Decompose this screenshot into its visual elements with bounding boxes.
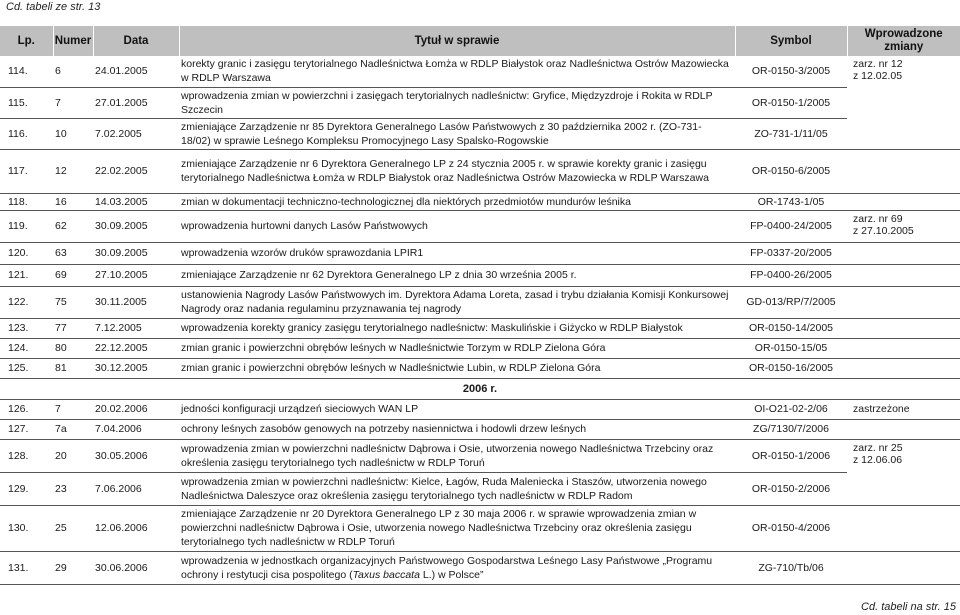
table-row (0, 419, 960, 439)
cell-date: 24.01.2005 (95, 65, 148, 78)
cell-symbol: OR-0150-3/2005 (751, 65, 831, 78)
table-row (0, 56, 960, 87)
cell-lp: 121. (8, 269, 29, 281)
header-tytul: Tytuł w sprawie (179, 26, 735, 56)
cell-number: 69 (55, 269, 67, 281)
cell-number: 10 (55, 127, 67, 140)
cell-title: wprowadzenia wzorów druków sprawozdania LPIR1 (181, 247, 424, 259)
header-data: Data (93, 26, 179, 56)
cell-symbol: OR-0150-6/2005 (751, 165, 831, 177)
cell-changes (847, 338, 960, 358)
table-row (0, 149, 960, 193)
cell-title: zmian granic i powierzchni obrębów leśnych w Nadleśnictwie Lubin, w RDLP Zielona Góra (181, 362, 601, 374)
cell-number: 81 (55, 362, 67, 374)
table-row (0, 505, 960, 551)
cell-lp: 120. (8, 247, 29, 259)
cell-lp: 129. (8, 482, 29, 495)
cell-date: 30.06.2006 (95, 561, 148, 574)
header-numer: Numer (53, 26, 93, 56)
cell-lp: 125. (8, 362, 29, 374)
cell-title (179, 551, 735, 584)
cell-date: 12.06.2006 (95, 522, 148, 534)
cell-title: wprowadzenia korekty granicy zasięgu terytorialnego nadleśnictw: Maskulińskie i Giżycko w RDLP Białystok (181, 322, 683, 334)
cell-symbol: OR-0150-4/2006 (751, 522, 831, 534)
title-text-end: L.) w Polsce” (419, 568, 484, 581)
header-wprowadzone: Wprowadzone zmiany (847, 26, 960, 56)
table-row (0, 318, 960, 338)
cell-date: 27.01.2005 (95, 96, 148, 109)
cell-symbol: OR-0150-2/2006 (751, 482, 831, 495)
cell-date: 22.02.2005 (95, 165, 148, 177)
cell-lp: 122. (8, 296, 29, 308)
cell-lp: 117. (8, 165, 28, 177)
cell-number: 62 (55, 220, 67, 232)
cell-lp: 126. (8, 403, 29, 415)
cell-date: 7.02.2005 (95, 127, 142, 140)
cell-date: 22.12.2005 (95, 342, 148, 354)
cell-date: 30.09.2005 (95, 220, 148, 232)
cell-changes (847, 242, 960, 264)
cell-number: 7 (55, 96, 61, 109)
cell-date: 30.05.2006 (95, 449, 148, 462)
cell-date: 27.10.2005 (95, 269, 148, 281)
cell-symbol: OR-0150-14/2005 (748, 322, 834, 334)
cell-changes (847, 210, 960, 242)
continuation-note-top: Cd. tabeli ze str. 13 (6, 1, 101, 13)
cell-changes (847, 419, 960, 439)
cell-lp: 116. (8, 127, 28, 140)
cell-title: zmieniające Zarządzenie nr 62 Dyrektora Generalnego LP z dnia 30 września 2005 r. (181, 269, 577, 281)
cell-symbol: ZO-731-1/11/05 (754, 127, 828, 140)
cell-symbol: OI-O21-02-2/06 (754, 403, 828, 415)
cell-changes (847, 56, 960, 149)
cell-number: 12 (55, 165, 67, 177)
cell-changes (847, 551, 960, 584)
cell-symbol: OR-0150-15/05 (754, 342, 828, 354)
cell-lp: 118. (8, 195, 28, 208)
cell-title: wprowadzenia hurtowni danych Lasów Państwowych (181, 220, 428, 232)
cell-title: zmieniające Zarządzenie nr 85 Dyrektora Generalnego Lasów Państwowych z 30 października 2002 r. (ZO-731-18/02) w sprawie Leśnego Kompleksu Promocyjnego Lasy Spalsko-Rogowskie (181, 120, 702, 147)
cell-lp: 127. (8, 423, 29, 435)
cell-date: 30.11.2005 (95, 296, 147, 308)
cell-number: 20 (55, 449, 67, 462)
cell-title: zmian granic i powierzchni obrębów leśnych w Nadleśnictwie Torzym w RDLP Zielona Góra (181, 342, 606, 354)
title-latin-name: Taxus baccata (352, 568, 420, 581)
table-row (0, 472, 960, 505)
cell-number: 29 (55, 561, 67, 574)
cell-changes (847, 286, 960, 318)
cell-number: 80 (55, 342, 67, 354)
table-row (0, 87, 960, 118)
cell-number: 6 (55, 65, 61, 78)
cell-number: 16 (55, 195, 67, 208)
cell-symbol: ZG/7130/7/2006 (753, 423, 829, 435)
cell-symbol: GD-013/RP/7/2005 (746, 296, 836, 308)
table-row (0, 242, 960, 264)
cell-date: 30.12.2005 (95, 362, 148, 374)
cell-lp: 119. (8, 220, 28, 232)
cell-lp: 128. (8, 449, 29, 462)
cell-symbol: FP-0400-26/2005 (750, 269, 832, 281)
cell-date: 7.12.2005 (95, 322, 142, 334)
cell-title: wprowadzenia zmian w powierzchni i zasięgach terytorialnych nadleśnictw: Gryfice, Międzyzdroje i Rokita w RDLP Szczecin (181, 89, 713, 116)
cell-lp: 130. (8, 522, 29, 534)
cell-number: 77 (55, 322, 67, 334)
cell-date: 30.09.2005 (95, 247, 148, 259)
cell-title: zmieniające Zarządzenie nr 20 Dyrektora Generalnego LP z 30 maja 2006 r. w sprawie wprowadzenia zmian w powierzchni nadleśnictw Dąbrowa i Osie, utworzenia nowego Nadleśnictwa Trzebciny oraz określenia zasięgu terytorialnego tych nadleśnictw w RDLP Toruń (181, 508, 697, 548)
cell-title: wprowadzenia zmian w powierzchni nadleśnictw: Kielce, Łagów, Ruda Maleniecka i Staszów, utworzenia nowego Nadleśnictwa Daleszyce oraz określenia zasięgu terytorialnego tych nadleśnictw w RDLP Radom (181, 475, 707, 502)
cell-symbol: OR-0150-16/2005 (748, 362, 834, 374)
cell-symbol: OR-0150-1/2006 (751, 449, 831, 462)
cell-number: 7 (55, 403, 61, 415)
header-row (0, 26, 960, 56)
cell-title: jedności konfiguracji urządzeń sieciowych WAN LP (181, 403, 419, 415)
cell-symbol: OR-0150-1/2005 (751, 96, 831, 109)
cell-changes: zastrzeżone (853, 403, 910, 415)
cell-changes (847, 505, 960, 551)
table-row (0, 193, 960, 210)
cell-title: korekty granic i zasięgu terytorialnego Nadleśnictwa Łomża w RDLP Białystok oraz Nadleśnictwa Ostrów Mazowiecka w RDLP Warszawa (181, 58, 729, 85)
cell-date: 7.06.2006 (95, 482, 142, 495)
header-symbol: Symbol (735, 26, 847, 56)
cell-number: 7a (55, 423, 67, 435)
cell-date: 7.04.2006 (95, 423, 142, 435)
cell-symbol: FP-0400-24/2005 (750, 220, 832, 232)
table-row (0, 439, 960, 472)
orders-table (0, 26, 960, 585)
continuation-note-bottom: Cd. tabeli na str. 15 (861, 601, 956, 613)
year-separator-row (0, 378, 960, 399)
note-text: z 27.10.2005 (853, 224, 914, 237)
cell-lp: 131. (8, 561, 29, 574)
cell-changes (847, 264, 960, 286)
table-row (0, 118, 960, 149)
cell-symbol: OR-1743-1/05 (757, 195, 825, 208)
cell-changes (847, 358, 960, 378)
cell-lp: 123. (8, 322, 29, 334)
cell-number: 75 (55, 296, 67, 308)
cell-number: 23 (55, 482, 67, 495)
table-row (0, 358, 960, 378)
table-row (0, 551, 960, 584)
table-row (0, 338, 960, 358)
table-row (0, 210, 960, 242)
cell-title: ustanowienia Nagrody Lasów Państwowych im. Dyrektora Adama Loreta, zasad i trybu działania Komisji Konkursowej Nagrody oraz nadania regulaminu przyznawania tej nagrody (181, 289, 729, 315)
note-text: zarz. nr 69 (853, 212, 903, 225)
cell-date: 20.02.2006 (95, 403, 148, 415)
cell-lp: 115. (8, 96, 28, 109)
cell-changes (847, 193, 960, 210)
cell-date: 14.03.2005 (95, 195, 148, 208)
cell-title: ochrony leśnych zasobów genowych na potrzeby nasiennictwa i hodowli drzew leśnych (181, 423, 587, 435)
note-text: zarz. nr 25 (853, 441, 903, 454)
note-text: zarz. nr 12 (853, 58, 903, 70)
cell-changes (847, 318, 960, 338)
title-text: wprowadzenia w jednostkach organizacyjnych Państwowego Gospodarstwa Leśnego Lasy Państwowe „Programu ochrony i restytucji cisa pospolitego ( (181, 554, 713, 581)
cell-symbol: ZG-710/Tb/06 (758, 561, 824, 574)
year-label: 2006 r. (462, 382, 498, 395)
note-text: z 12.02.05 (853, 70, 903, 82)
cell-number: 63 (55, 247, 67, 259)
cell-changes (847, 149, 960, 193)
cell-number: 25 (55, 522, 67, 534)
cell-symbol: FP-0337-20/2005 (750, 247, 832, 259)
table-row (0, 286, 960, 318)
cell-title: zmian w dokumentacji techniczno-technologicznej dla niektórych przedmiotów mundurów leśnika (181, 195, 631, 208)
cell-title: zmieniające Zarządzenie nr 6 Dyrektora Generalnego LP z 24 stycznia 2005 r. w sprawie korekty granic i zasięgu terytorialnego Nadleśnictwa Łomża w RDLP Białystok oraz Nadleśnictwa Ostrów Mazowiecka w RDLP Warszawa (181, 158, 709, 184)
table-row (0, 399, 960, 419)
header-lp: Lp. (0, 26, 53, 56)
note-text: z 12.06.06 (853, 453, 903, 466)
cell-lp: 124. (8, 342, 29, 354)
table-row (0, 264, 960, 286)
cell-changes (847, 439, 960, 505)
cell-lp: 114. (8, 65, 28, 78)
cell-title: wprowadzenia zmian w powierzchni nadleśnictw Dąbrowa i Osie, utworzenia nowego Nadleśnictwa Trzebciny oraz określenia zasięgu terytorialnego tych nadleśnictw w RDLP Toruń (181, 442, 714, 469)
